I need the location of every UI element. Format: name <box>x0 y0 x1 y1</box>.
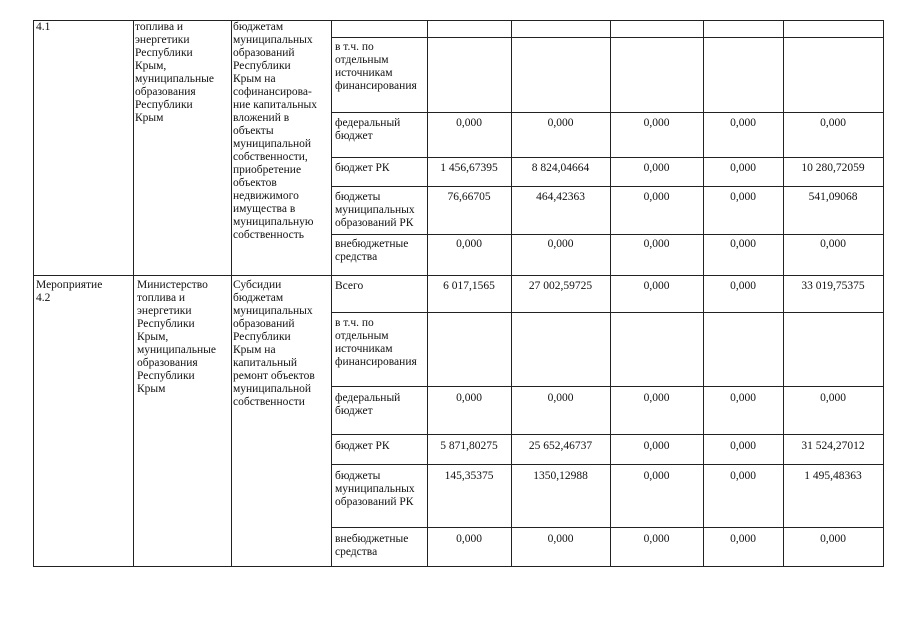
subrow-border <box>331 386 884 387</box>
description-text: Субсидии бюджетам муниципальных образований Республики Крым на капитальный ремонт объектов муниципальной собственности <box>233 279 315 408</box>
value-cell: 31 524,27012 <box>801 440 865 452</box>
source-label: Всего <box>335 280 364 292</box>
value-cell: 0,000 <box>643 191 670 203</box>
subrow-border <box>331 112 884 113</box>
value-cell: 1 456,67395 <box>440 162 498 174</box>
source-label: внебюджетные средства <box>335 238 409 263</box>
value-cell: 33 019,75375 <box>801 280 865 292</box>
column-divider-3 <box>610 20 611 567</box>
column-divider-2 <box>511 20 512 567</box>
value-cell: 0,000 <box>547 238 574 250</box>
value-cell: 25 652,46737 <box>528 440 593 452</box>
column-divider-4 <box>703 20 704 567</box>
row-border-4-2-top <box>33 275 884 276</box>
value-cell: 0,000 <box>730 191 756 203</box>
value-cell: 8 824,04664 <box>531 162 590 174</box>
value-cell: 0,000 <box>456 392 482 404</box>
value-cell: 0,000 <box>456 238 482 250</box>
source-label: федеральный бюджет <box>335 117 401 142</box>
subrow-border <box>331 157 884 158</box>
subrow-border <box>331 527 884 528</box>
value-cell: 0,000 <box>820 533 846 545</box>
source-label: бюджет РК <box>335 440 390 452</box>
value-cell: 0,000 <box>456 533 482 545</box>
value-cell: 0,000 <box>643 162 670 174</box>
value-cell: 6 017,1565 <box>443 280 495 292</box>
column-divider-description <box>231 20 232 567</box>
source-label: бюджеты муниципальных образований РК <box>335 191 415 229</box>
subrow-border <box>331 312 884 313</box>
value-cell: 0,000 <box>730 117 756 129</box>
source-label: бюджеты муниципальных образований РК <box>335 470 415 508</box>
source-label: внебюджетные средства <box>335 533 409 558</box>
subrow-border <box>331 464 884 465</box>
value-cell: 541,09068 <box>808 191 858 203</box>
value-cell: 0,000 <box>456 117 482 129</box>
executor-text: топлива и энергетики Республики Крым, муниципальные образования Республики Крым <box>135 21 214 124</box>
value-cell: 5 871,80275 <box>440 440 498 452</box>
subrow-border <box>331 37 884 38</box>
value-cell: 0,000 <box>730 238 756 250</box>
value-cell: 0,000 <box>547 117 574 129</box>
table-border-left <box>33 20 34 567</box>
source-label: бюджет РК <box>335 162 390 174</box>
column-divider-5 <box>783 20 784 567</box>
value-cell: 464,42363 <box>536 191 585 203</box>
value-cell: 27 002,59725 <box>528 280 593 292</box>
measure-id: 4.1 <box>36 21 51 33</box>
value-cell: 1350,12988 <box>533 470 588 482</box>
value-cell: 0,000 <box>820 117 846 129</box>
source-label: в т.ч. по отдельным источникам финансирования <box>335 41 417 92</box>
value-cell: 0,000 <box>643 470 670 482</box>
value-cell: 0,000 <box>730 533 756 545</box>
executor-text: Министерство топлива и энергетики Республики Крым, муниципальные образования Республики Крым <box>137 279 216 395</box>
value-cell: 0,000 <box>547 392 574 404</box>
value-cell: 0,000 <box>547 533 574 545</box>
value-cell: 145,35375 <box>444 470 494 482</box>
value-cell: 0,000 <box>643 440 670 452</box>
column-divider-executor <box>133 20 134 567</box>
value-cell: 0,000 <box>730 392 756 404</box>
value-cell: 10 280,72059 <box>801 162 865 174</box>
source-label: в т.ч. по отдельным источникам финансирования <box>335 317 417 368</box>
description-text: бюджетам муниципальных образований Республики Крым на софинансирова- ние капитальных вложений в объекты муниципальной собственности, приобретение объектов недвижимого имущества в муниципальную собственность <box>233 21 317 241</box>
column-divider-1 <box>427 20 428 567</box>
subrow-border <box>331 434 884 435</box>
table-border-right <box>883 20 884 567</box>
value-cell: 0,000 <box>643 238 670 250</box>
value-cell: 0,000 <box>730 440 756 452</box>
value-cell: 0,000 <box>643 392 670 404</box>
value-cell: 0,000 <box>730 280 756 292</box>
value-cell: 1 495,48363 <box>804 470 862 482</box>
column-divider-source <box>331 20 332 567</box>
value-cell: 0,000 <box>820 392 846 404</box>
source-label: федеральный бюджет <box>335 392 401 417</box>
subrow-border <box>331 186 884 187</box>
value-cell: 76,66705 <box>447 191 491 203</box>
subrow-border <box>331 234 884 235</box>
value-cell: 0,000 <box>643 280 670 292</box>
value-cell: 0,000 <box>643 533 670 545</box>
value-cell: 0,000 <box>820 238 846 250</box>
measure-id: Мероприятие 4.2 <box>36 279 103 304</box>
value-cell: 0,000 <box>730 162 756 174</box>
value-cell: 0,000 <box>730 470 756 482</box>
value-cell: 0,000 <box>643 117 670 129</box>
row-border-bottom <box>33 566 884 567</box>
